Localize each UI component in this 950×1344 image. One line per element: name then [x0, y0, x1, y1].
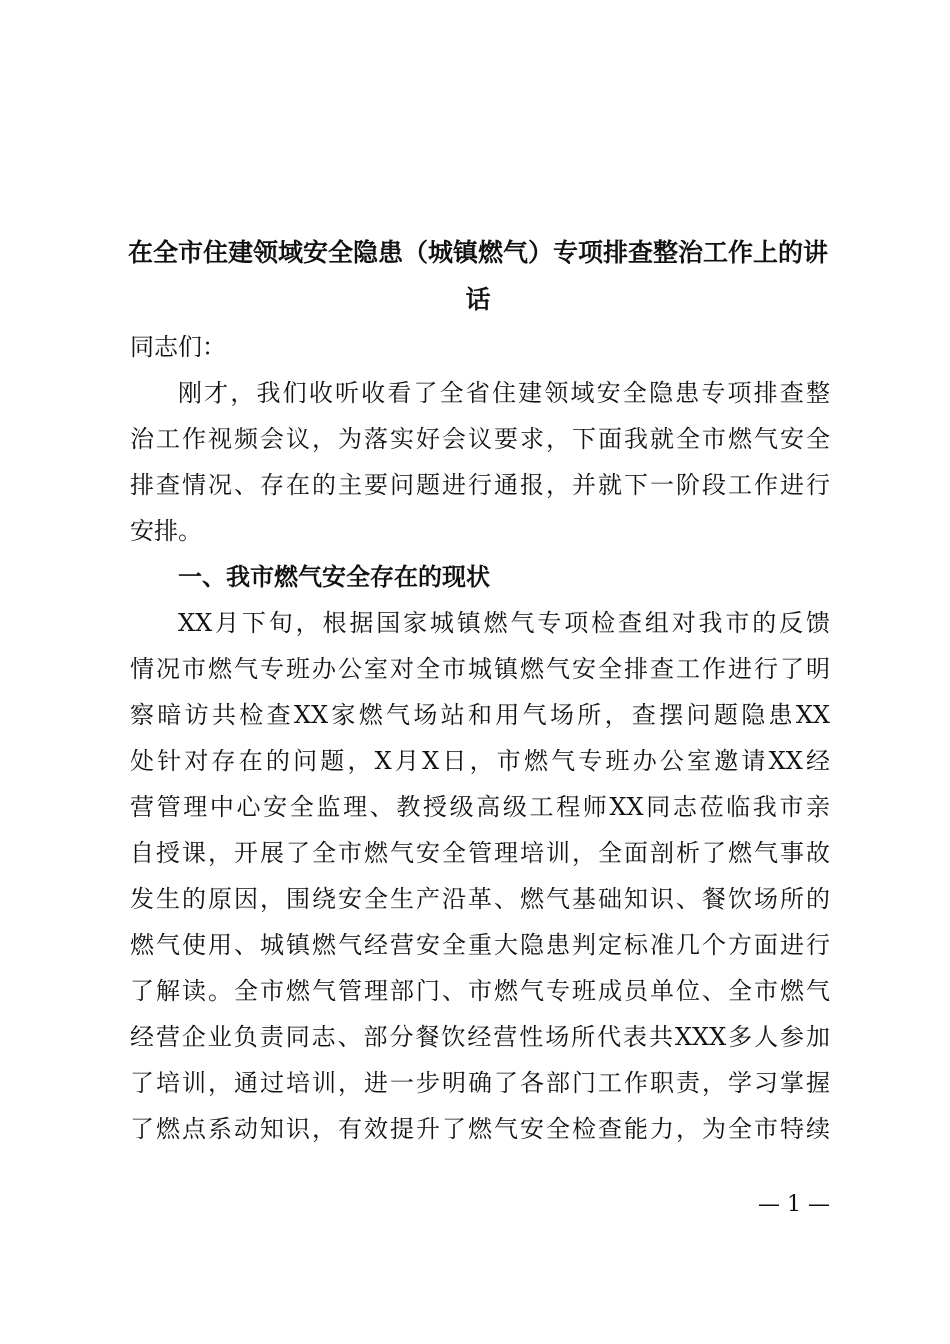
section-heading-1: 一、我市燃气安全存在的现状	[178, 563, 490, 591]
salutation: 同志们：	[130, 333, 226, 361]
body-line-4: 处针对存在的问题，X月X日，市燃气专班办公室邀请XX经	[130, 747, 830, 775]
intro-line-1: 刚才，我们收听收看了全省住建领域安全隐患专项排查整	[178, 379, 830, 407]
body-line-5: 营管理中心安全监理、教授级高级工程师XX同志莅临我市亲	[130, 793, 830, 821]
document-title-line-2: 话	[465, 285, 491, 314]
body-line-9: 了解读。全市燃气管理部门、市燃气专班成员单位、全市燃气	[130, 977, 830, 1005]
body-line-1: XX月下旬，根据国家城镇燃气专项检查组对我市的反馈	[178, 609, 830, 637]
page-number: — 1 —	[758, 1192, 830, 1217]
document-title-line-1: 在全市住建领域安全隐患（城镇燃气）专项排查整治工作上的讲	[127, 238, 828, 267]
body-line-12: 了燃点系动知识，有效提升了燃气安全检查能力，为全市特续	[130, 1115, 830, 1143]
body-line-2: 情况市燃气专班办公室对全市城镇燃气安全排查工作进行了明	[130, 655, 830, 683]
body-line-10: 经营企业负责同志、部分餐饮经营性场所代表共XXX多人参加	[130, 1023, 830, 1051]
body-line-11: 了培训，通过培训，进一步明确了各部门工作职责，学习掌握	[130, 1069, 830, 1097]
intro-line-3: 排查情况、存在的主要问题进行通报，并就下一阶段工作进行	[130, 471, 830, 499]
body-line-6: 自授课，开展了全市燃气安全管理培训，全面剖析了燃气事故	[130, 839, 830, 867]
body-line-7: 发生的原因，围绕安全生产沿革、燃气基础知识、餐饮场所的	[130, 885, 830, 913]
intro-line-2: 治工作视频会议，为落实好会议要求，下面我就全市燃气安全	[130, 425, 830, 453]
body-line-3: 察暗访共检查XX家燃气场站和用气场所，查摆问题隐患XX	[130, 701, 830, 729]
intro-line-4: 安排。	[130, 517, 202, 545]
body-line-8: 燃气使用、城镇燃气经营安全重大隐患判定标准几个方面进行	[130, 931, 830, 959]
